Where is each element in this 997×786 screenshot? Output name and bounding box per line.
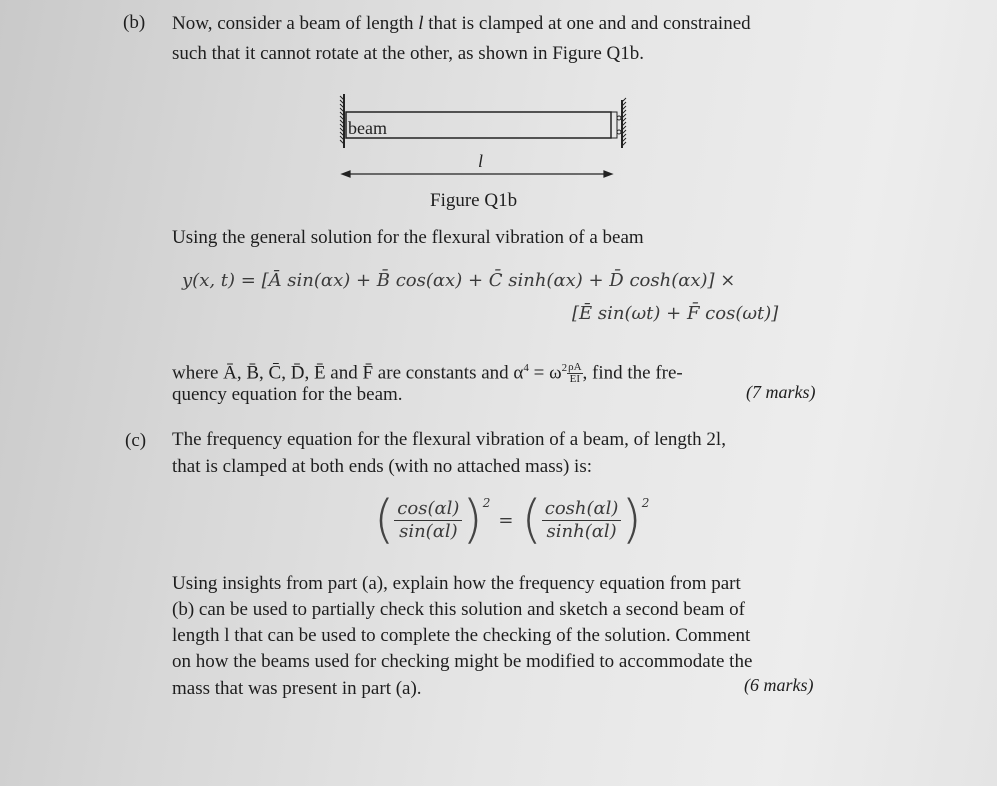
part-b-label: (b): [123, 12, 146, 33]
part-c-body-line1: Using insights from part (a), explain how the frequency equation from part: [172, 573, 741, 594]
where-equals-omega: = ω: [528, 362, 562, 384]
where-text-end: , find the fre-: [582, 362, 683, 384]
frac-numerator: ρA: [568, 361, 582, 374]
part-c-body-line4: on how the beams used for checking might be modified to accommodate the: [172, 651, 753, 672]
cos-over-sin: [394, 498, 462, 543]
alpha-exponent: 4: [523, 362, 529, 374]
rhoA-over-EI: [567, 362, 582, 385]
sinh-denominator: sinh(αl): [546, 520, 617, 542]
left-power: 2: [482, 496, 491, 510]
length-label: l: [478, 151, 484, 171]
part-b-intro-line2: such that it cannot rotate at the other, as shown in Figure Q1b.: [172, 43, 645, 64]
left-clamp-wall: [340, 94, 344, 148]
right-sliding-clamp: [611, 98, 626, 148]
cosh-over-sinh: [542, 498, 622, 543]
part-c-body-line3: length l that can be used to complete the checking of the solution. Comment: [172, 625, 751, 646]
equals-sign: =: [498, 509, 514, 531]
omega-exponent: 2: [561, 362, 568, 374]
right-power: 2: [641, 496, 650, 510]
length-dimension-arrow: [342, 171, 612, 177]
general-solution-line1: y(x, t) = [Ā sin(αx) + B̄ cos(αx) + C̄ sinh(αx) + D̄ cosh(αx)] ×: [182, 270, 736, 291]
figure-caption: Figure Q1b: [430, 190, 518, 211]
cos-numerator: cos(αl): [394, 498, 462, 521]
general-solution-line2: [Ē sin(ωt) + F̄ cos(ωt)]: [572, 303, 779, 324]
cosh-numerator: cosh(αl): [542, 498, 622, 521]
part-b-intro-end: that is clamped at one and and constrained: [428, 13, 751, 34]
part-b-intro-start: Now, consider a beam of length: [172, 13, 414, 34]
part-c-label: (c): [125, 430, 147, 451]
where-line2: quency equation for the beam.: [172, 384, 403, 405]
frequency-equation: ( $\frac{\cos(\alpha l)}{\sin(\alpha l)}$ ) $^2$ = ( $\frac{\cosh(\alpha l)}{\sinh(\alpha l)}$ ) $^2$: [374, 490, 650, 550]
part-c-intro-line1: The frequency equation for the flexural vibration of a beam, of length 2l,: [172, 429, 726, 450]
sin-denominator: sin(αl): [399, 520, 458, 542]
figure-q1b: [330, 90, 640, 185]
where-text-start: where Ā, B̄, C̄, D̄, Ē and F̄ are constants and α: [172, 362, 524, 384]
part-b-intro-line1: [172, 12, 751, 36]
part-b-lead-in: Using the general solution for the flexural vibration of a beam: [172, 227, 644, 248]
part-c-marks: (6 marks): [744, 675, 814, 695]
frac-denominator: EI: [569, 373, 580, 386]
length-variable: l: [418, 13, 424, 34]
part-c-body-line2: (b) can be used to partially check this solution and sketch a second beam of: [172, 599, 745, 620]
part-c-intro-line2: that is clamped at both ends (with no attached mass) is:: [172, 456, 593, 477]
part-b-marks: (7 marks): [746, 382, 816, 402]
where-line1: [172, 356, 683, 385]
beam-label: beam: [348, 118, 387, 138]
part-c-body-line5: mass that was present in part (a).: [172, 678, 422, 699]
